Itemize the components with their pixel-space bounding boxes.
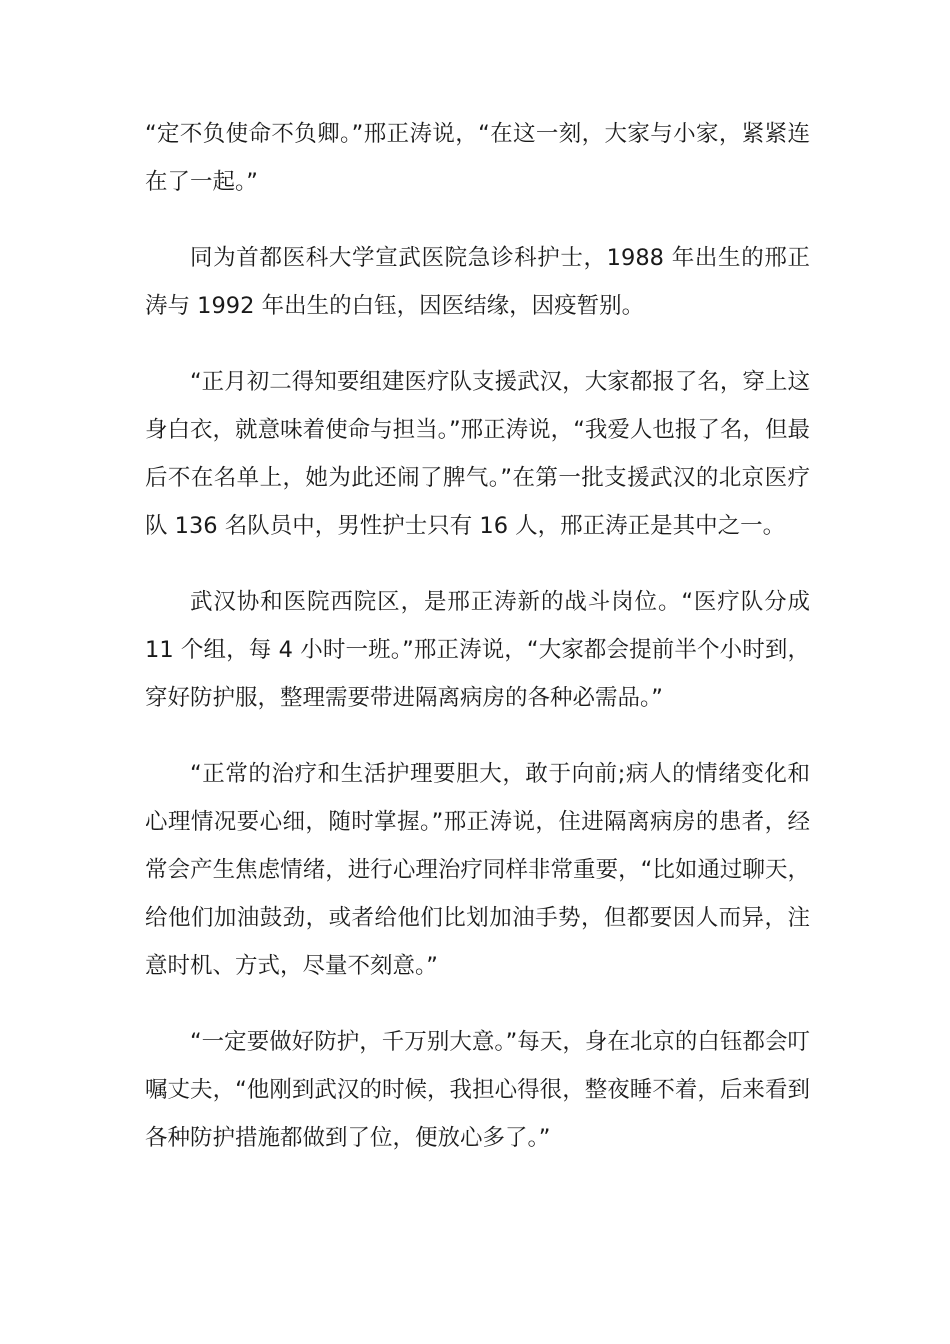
paragraph-6: “一定要做好防护，千万别大意。”每天，身在北京的白钰都会叮嘱丈夫，“他刚到武汉的时候，我担心得很，整夜睡不着，后来看到各种防护措施都做到了位，便放心多了。”	[145, 1029, 810, 1151]
paragraph-1: “定不负使命不负卿。”邢正涛说，“在这一刻，大家与小家，紧紧连在了一起。”	[145, 121, 810, 195]
paragraph-3: “正月初二得知要组建医疗队支援武汉，大家都报了名，穿上这身白衣，就意味着使命与担当。”邢正涛说，“我爱人也报了名，但最后不在名单上，她为此还闹了脾气。”在第一批支援武汉的北京医疗队 136 名队员中，男性护士只有 16 人，邢正涛正是其中之一。	[145, 369, 810, 539]
paragraph-2: 同为首都医科大学宣武医院急诊科护士，1988 年出生的邢正涛与 1992 年出生的白钰，因医结缘，因疫暂别。	[145, 245, 810, 319]
article-body	[145, 110, 810, 1190]
paragraph-5: “正常的治疗和生活护理要胆大，敢于向前;病人的情绪变化和心理情况要心细，随时掌握。”邢正涛说，住进隔离病房的患者，经常会产生焦虑情绪，进行心理治疗同样非常重要，“比如通过聊天，给他们加油鼓劲，或者给他们比划加油手势，但都要因人而异，注意时机、方式，尽量不刻意。”	[145, 761, 810, 979]
paragraph-4: 武汉协和医院西院区，是邢正涛新的战斗岗位。“医疗队分成 11 个组，每 4 小时一班。”邢正涛说，“大家都会提前半个小时到，穿好防护服，整理需要带进隔离病房的各种必需品。”	[145, 589, 810, 711]
